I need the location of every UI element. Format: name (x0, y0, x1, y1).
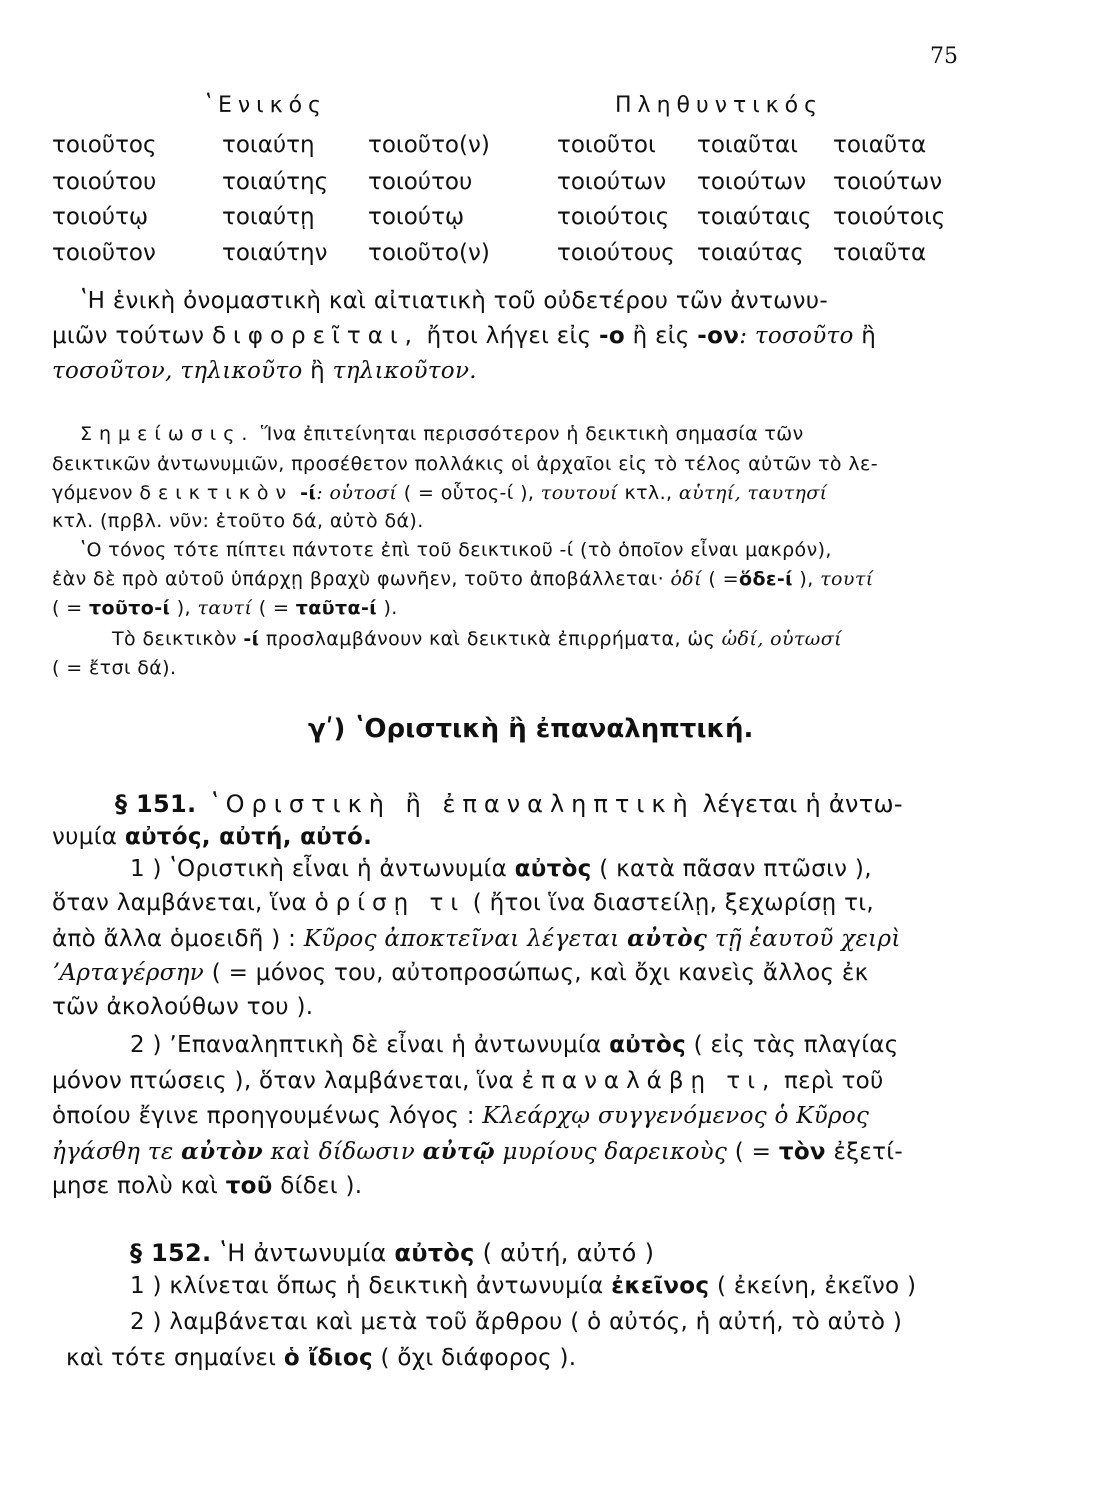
italic-example: τοσοῦτον, τηλικοῦτο (52, 358, 303, 384)
table-cell: τοιοῦτον (52, 240, 156, 266)
table-cell: τοιούτοις (833, 204, 946, 230)
text-run: δίδει ). (272, 1173, 363, 1199)
spaced-term: διφορεῖται, (211, 323, 419, 349)
text-run: μησε πολὺ καὶ (52, 1173, 226, 1199)
table-cell: τοιαύτη (222, 132, 315, 158)
text-line (52, 597, 398, 619)
text-run: 1 ) κλίνεται ὅπως ἡ δεικτικὴ ἀντωνυμία (130, 1273, 612, 1299)
text-run: ( κατὰ πᾶσαν πτῶσιν ), (591, 856, 872, 882)
text-line (52, 824, 372, 850)
section-title: γʹ) ʽΟριστικὴ ἢ ἐπαναληπτική. (308, 714, 754, 744)
bold-italic-form: αὐτὸς (627, 925, 708, 952)
italic-example: : τοσοῦτο (739, 323, 854, 349)
italic-example: : οὑτοσί (316, 482, 398, 504)
italic-example: ταυτί (197, 597, 253, 619)
text-run: ( ἐκείνη, ἐκεῖνο ) (709, 1273, 917, 1299)
italic-example: τουτουί (540, 482, 619, 504)
bold-italic-form: αὐτῷ (422, 1138, 495, 1165)
text-run: ἐὰν δὲ πρὸ αὐτοῦ ὑπάρχῃ βραχὺ φωνῆεν, τοῦτο ἀποβάλλεται· (52, 568, 671, 590)
text-run: ʽΗ ἀντωνυμία (211, 1239, 395, 1267)
text-run: λέγεται ἡ ἀντω- (694, 790, 903, 818)
table-cell: τοιαῦται (697, 132, 798, 158)
table-cell: τοιαύτην (222, 240, 328, 266)
bold-form: αὐτός, αὐτή, αὐτό. (124, 824, 373, 850)
text-run: ( = (252, 597, 296, 619)
italic-example: Κῦρος ἀποκτεῖναι λέγεται (303, 926, 628, 952)
table-cell: τοιούτου (52, 169, 157, 195)
text-run: ( ὄχι διάφορος ). (372, 1345, 577, 1371)
text-run: νυμία (52, 824, 125, 850)
section-number: § 152. (130, 1239, 212, 1267)
text-run: ἀπὸ ἄλλα ὁμοειδῆ ) : (52, 926, 304, 952)
table-cell: τοιούτοις (557, 204, 670, 230)
text-line (52, 1103, 869, 1129)
text-run: ( = μόνος του, αὐτοπροσώπως, καὶ ὄχι κανεὶς ἄλλος ἐκ (204, 960, 869, 986)
italic-example: αὑτηί, ταυτησί (678, 482, 828, 504)
text-run: ἐξετί- (825, 1139, 903, 1165)
text-run: ( ἤτοι ἵνα διαστείλῃ, ξεχωρίσῃ τι, (465, 890, 875, 916)
text-line (52, 482, 828, 504)
text-run: 2 ) ʼΕπαναληπτικὴ δὲ εἶναι ἡ ἀντωνυμία (130, 1032, 610, 1058)
bold-form: αὐτὸς (609, 1032, 687, 1058)
text-run: ( αὐτή, αὐτό ) (474, 1239, 655, 1267)
text-line (130, 1239, 654, 1267)
table-cell: τοιαῦτα (833, 240, 927, 266)
text-run: ὁποίου ἔγινε προηγουμένως λόγος : (52, 1103, 483, 1129)
text-run: κτλ., (618, 482, 679, 504)
text-line (52, 925, 901, 952)
italic-example: τουτί (820, 568, 874, 590)
bold-form: τοῦτο-ί (89, 597, 171, 619)
spaced-term: ʽΟριστικὴ ἢ ἐπαναληπτικὴ (196, 790, 695, 818)
bold-ending: -ί (293, 482, 317, 504)
text-run: Τὸ δεικτικὸν (112, 628, 244, 650)
singular-header: ʽΕνικός (205, 93, 327, 118)
text-line (66, 1345, 576, 1371)
table-cell: τοιούτῳ (368, 204, 465, 230)
bold-ending: -ον (697, 323, 740, 349)
plural-header: Πληθυντικός (615, 93, 824, 118)
text-run: ). (377, 597, 398, 619)
text-line: ʽΗ ἑνικὴ ὀνομαστικὴ καὶ αἰτιατικὴ τοῦ οὐδετέρου τῶν ἀντωνυ- (80, 288, 829, 314)
text-line (52, 1068, 884, 1094)
text-line: ʽΟ τόνος τότε πίπτει πάντοτε ἐπὶ τοῦ δεικτικοῦ -ί (τὸ ὁποῖον εἶναι μακρόν), (80, 539, 832, 561)
text-line (52, 1173, 362, 1199)
table-cell: τοιαύτας (697, 240, 804, 266)
text-run: ), (170, 597, 198, 619)
text-run: ἢ (302, 358, 333, 384)
bold-form: ἐκεῖνος (611, 1273, 710, 1299)
italic-example: καὶ δίδωσιν (263, 1139, 423, 1165)
table-cell: τοιούτων (833, 169, 943, 195)
text-run: γόμενον (52, 482, 140, 504)
text-run: περὶ τοῦ (776, 1068, 884, 1094)
table-cell: τοιαύταις (697, 204, 812, 230)
text-run: Ἵνα ἐπιτείνηται περισσότερον ἡ δεικτικὴ σημασία τῶν (254, 423, 804, 445)
text-run: ), (792, 568, 821, 590)
bold-ending: -ο (599, 323, 625, 349)
text-line (52, 568, 874, 590)
text-line (130, 1032, 899, 1058)
text-run: ὅταν λαμβάνεται, ἵνα (52, 890, 315, 916)
bold-form: ταῦτα-ί (295, 597, 378, 619)
italic-example: μυρίους δαρεικοὺς (494, 1139, 728, 1165)
table-cell: τοιαῦτα (833, 132, 927, 158)
text-line: ( = ἔτσι δά). (52, 657, 177, 679)
text-run: καὶ τότε σημαίνει (66, 1345, 284, 1371)
table-cell: τοιαύτῃ (222, 204, 315, 230)
spaced-term: δεικτικὸν (139, 482, 294, 504)
text-line: τῶν ἀκολούθων του ). (52, 994, 314, 1020)
italic-example: τῇ ἑαυτοῦ χειρὶ (707, 926, 901, 952)
text-run: ( = (701, 568, 739, 590)
italic-example: Κλεάρχῳ συγγενόμενος ὁ Κῦρος (482, 1103, 870, 1129)
text-line (80, 423, 804, 445)
table-cell: τοιοῦτοι (557, 132, 656, 158)
table-cell: τοιούτους (557, 240, 675, 266)
text-run: μιῶν τούτων (52, 323, 212, 349)
text-run: ἤτοι λήγει εἰς (418, 323, 600, 349)
bold-form: ὅδε-ί (739, 568, 793, 590)
bold-form: αὐτὸς (394, 1239, 475, 1267)
table-cell: τοιαύτης (222, 169, 329, 195)
italic-example: τηλικοῦτον. (332, 358, 477, 384)
text-line (52, 358, 477, 384)
text-run: ( = (727, 1139, 779, 1165)
table-cell: τοιοῦτο(ν) (368, 132, 490, 158)
text-line: 2 ) λαμβάνεται καὶ μετὰ τοῦ ἄρθρου ( ὁ αὐτός, ἡ αὐτή, τὸ αὐτὸ ) (130, 1309, 903, 1335)
bold-form: τοῦ (225, 1173, 273, 1199)
italic-example: ὡδί, οὑτωσί (721, 628, 842, 650)
text-line (130, 1273, 916, 1299)
table-cell: τοιούτου (368, 169, 473, 195)
bold-form: αὐτὸς (514, 856, 592, 882)
bold-italic-form: αὐτὸν (181, 1138, 264, 1165)
table-cell: τοιοῦτο(ν) (368, 240, 490, 266)
text-run: ( = (52, 597, 90, 619)
section-number: § 151. (115, 790, 197, 818)
text-line: κτλ. (πρβλ. νῦν: ἐτοῦτο δά, αὐτὸ δά). (52, 510, 424, 532)
text-run: ἢ εἰς (624, 323, 698, 349)
bold-form: τὸν (778, 1139, 826, 1165)
spaced-term: ἐπαναλάβῃ τι, (521, 1068, 777, 1094)
bold-form: ὁ ἴδιος (283, 1345, 373, 1371)
text-run: μόνον πτώσεις ), ὅταν λαμβάνεται, ἵνα (52, 1068, 522, 1094)
table-cell: τοιούτων (557, 169, 667, 195)
text-run: 1 ) ʽΟριστικὴ εἶναι ἡ ἀντωνυμία (130, 856, 515, 882)
spaced-term: ὁρίσῃ τι (314, 890, 466, 916)
table-cell: τοιούτῳ (52, 204, 149, 230)
text-line (130, 856, 872, 882)
table-cell: τοιούτων (697, 169, 807, 195)
page-number: 75 (930, 44, 958, 69)
text-run: ( εἰς τὰς πλαγίας (686, 1032, 899, 1058)
table-cell: τοιοῦτος (52, 132, 157, 158)
text-line (52, 890, 874, 916)
italic-example: ὁδί (670, 568, 702, 590)
note-heading: Σημείωσις. (80, 423, 255, 445)
text-line (112, 628, 842, 650)
text-line (52, 1138, 903, 1165)
italic-example: ʼΑρταγέρσην (52, 960, 205, 986)
text-line (115, 790, 903, 818)
text-line (52, 960, 869, 986)
text-run: ( = οὗτος-ί ), (397, 482, 541, 504)
text-run: προσλαμβάνουν καὶ δεικτικὰ ἐπιρρήματα, ὡς (259, 628, 722, 650)
italic-example: ἠγάσθη τε (52, 1139, 182, 1165)
bold-ending: -ί (243, 628, 260, 650)
text-line (52, 323, 876, 349)
text-run: ἢ (853, 323, 877, 349)
text-line: δεικτικῶν ἀντωνυμιῶν, προσέθετον πολλάκις οἱ ἀρχαῖοι εἰς τὸ τέλος αὐτῶν τὸ λε- (52, 453, 878, 475)
